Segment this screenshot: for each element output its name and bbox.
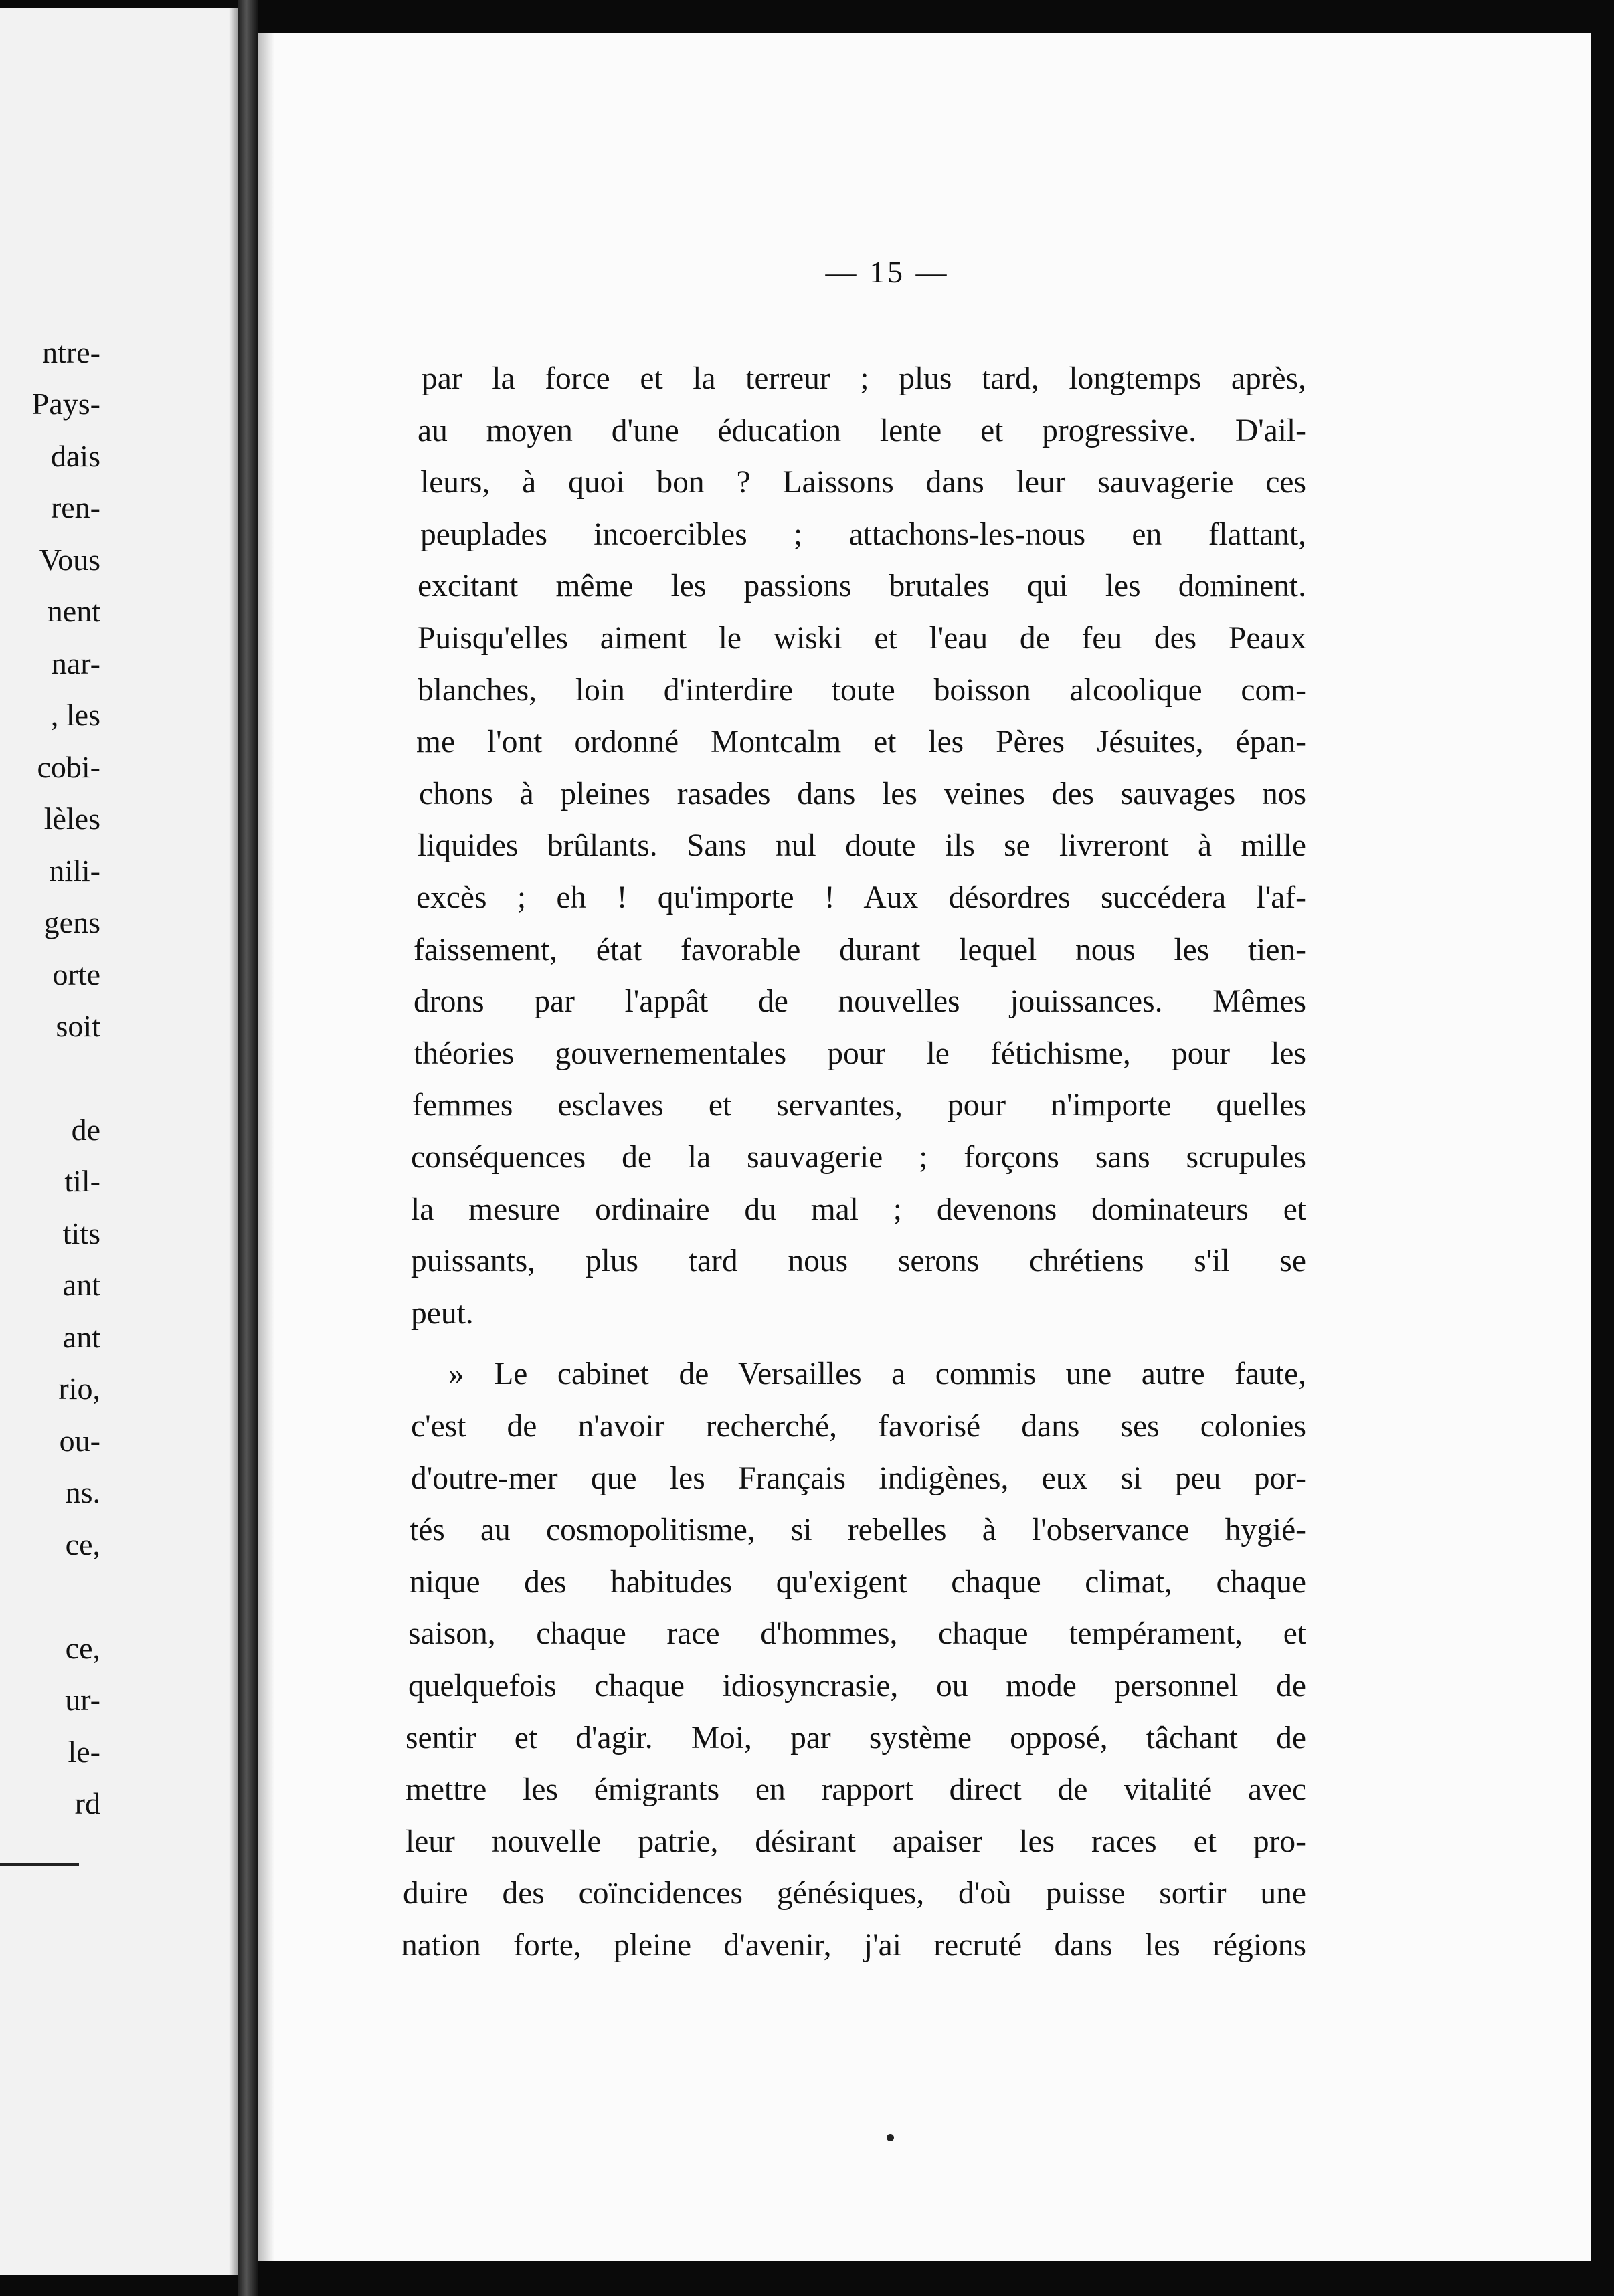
text-line: au moyen d'une éducation lente et progressive. D'ail- [418, 413, 1306, 448]
left-page-fragment: ce, [65, 1527, 100, 1561]
left-page-fragment: orte [52, 957, 100, 991]
text-line: peut. [411, 1295, 474, 1331]
text-line: nation forte, pleine d'avenir, j'ai recruté dans les régions [401, 1928, 1306, 1963]
left-page-fragment: rd [74, 1786, 100, 1820]
text-line: liquides brûlants. Sans nul doute ils se livreront à mille [418, 828, 1306, 864]
text-line: Puisqu'elles aiment le wiski et l'eau de feu des Peaux [418, 621, 1306, 656]
text-line: drons par l'appât de nouvelles jouissances. Mêmes [414, 984, 1306, 1020]
left-page-fragment: ant [62, 1320, 100, 1354]
left-page-rule [0, 1863, 79, 1866]
text-line: leurs, à quoi bon ? Laissons dans leur sauvagerie ces [420, 465, 1306, 500]
left-page-fragment: soit [56, 1009, 100, 1043]
text-line: femmes esclaves et servantes, pour n'importe quelles [412, 1088, 1306, 1123]
text-line: c'est de n'avoir recherché, favorisé dans ses colonies [411, 1409, 1306, 1444]
text-line: duire des coïncidences génésiques, d'où puisse sortir une [403, 1876, 1306, 1911]
text-line: me l'ont ordonné Montcalm et les Pères Jésuites, épan- [416, 725, 1306, 760]
left-page-fragment: nent [47, 594, 100, 628]
text-line: quelquefois chaque idiosyncrasie, ou mode personnel de [408, 1668, 1306, 1703]
text-line: » Le cabinet de Versailles a commis une autre faute, [448, 1357, 1306, 1392]
text-line: nique des habitudes qu'exigent chaque climat, chaque [410, 1564, 1306, 1600]
left-page-fragment: ur- [65, 1683, 100, 1717]
text-line: leur nouvelle patrie, désirant apaiser les races et pro- [406, 1824, 1306, 1859]
left-page-fragment: Pays- [31, 387, 100, 421]
text-line: excitant même les passions brutales qui les dominent. [418, 569, 1306, 604]
left-page-fragment: til- [64, 1164, 100, 1198]
left-page-fragment: ant [62, 1268, 100, 1302]
text-line: par la force et la terreur ; plus tard, longtemps après, [422, 361, 1306, 396]
left-page-fragment: le- [68, 1735, 100, 1769]
left-page-fragment: gens [43, 905, 100, 939]
left-page-edge [229, 8, 238, 2275]
left-page-fragment: ntre- [42, 335, 100, 369]
ink-dot [887, 2134, 894, 2141]
text-line: mettre les émigrants en rapport direct de vitalité avec [406, 1772, 1306, 1808]
text-line: saison, chaque race d'hommes, chaque tempérament, et [408, 1616, 1306, 1652]
left-page-fragment: nili- [49, 854, 100, 888]
left-page-fragment: ren- [50, 490, 100, 524]
text-line: théories gouvernementales pour le fétichisme, pour les [414, 1036, 1306, 1071]
text-line: sentir et d'agir. Moi, par système opposé, tâchant de [406, 1720, 1306, 1755]
left-page-fragment: ce, [65, 1631, 100, 1665]
text-line: tés au cosmopolitisme, si rebelles à l'observance hygié- [410, 1513, 1306, 1548]
text-line: faissement, état favorable durant lequel nous les tien- [414, 932, 1306, 967]
left-page-fragment: cobi- [37, 750, 100, 784]
spine-shadow [258, 33, 274, 2261]
page-number: — 15 — [825, 255, 950, 289]
text-line: la mesure ordinaire du mal ; devenons dominateurs et [411, 1191, 1306, 1227]
text-line: peuplades incoercibles ; attachons-les-nous en flattant, [420, 516, 1306, 552]
left-page-fragment: ou- [59, 1424, 100, 1458]
left-page-fragment: lèles [43, 801, 100, 836]
left-page-fragment: Vous [39, 543, 100, 577]
text-line: conséquences de la sauvagerie ; forçons sans scrupules [411, 1140, 1306, 1175]
left-page-fragment: rio, [58, 1371, 100, 1406]
text-line: puissants, plus tard nous serons chrétiens s'il se [411, 1244, 1306, 1279]
left-page-fragment: de [71, 1113, 100, 1147]
left-page-fragment: nar- [51, 646, 100, 680]
left-page [0, 8, 238, 2275]
left-page-fragment: ns. [65, 1475, 100, 1509]
text-line: blanches, loin d'interdire toute boisson alcoolique com- [418, 672, 1306, 708]
left-page-fragment: tits [62, 1216, 100, 1250]
left-page-fragment: , les [50, 698, 100, 732]
text-line: chons à pleines rasades dans les veines des sauvages nos [419, 776, 1306, 811]
right-page [258, 33, 1591, 2261]
left-page-fragment: dais [50, 439, 100, 473]
text-line: excès ; eh ! qu'importe ! Aux désordres succédera l'af- [416, 880, 1306, 915]
book-gutter [238, 0, 258, 2296]
text-line: d'outre-mer que les Français indigènes, eux si peu por- [411, 1460, 1306, 1496]
